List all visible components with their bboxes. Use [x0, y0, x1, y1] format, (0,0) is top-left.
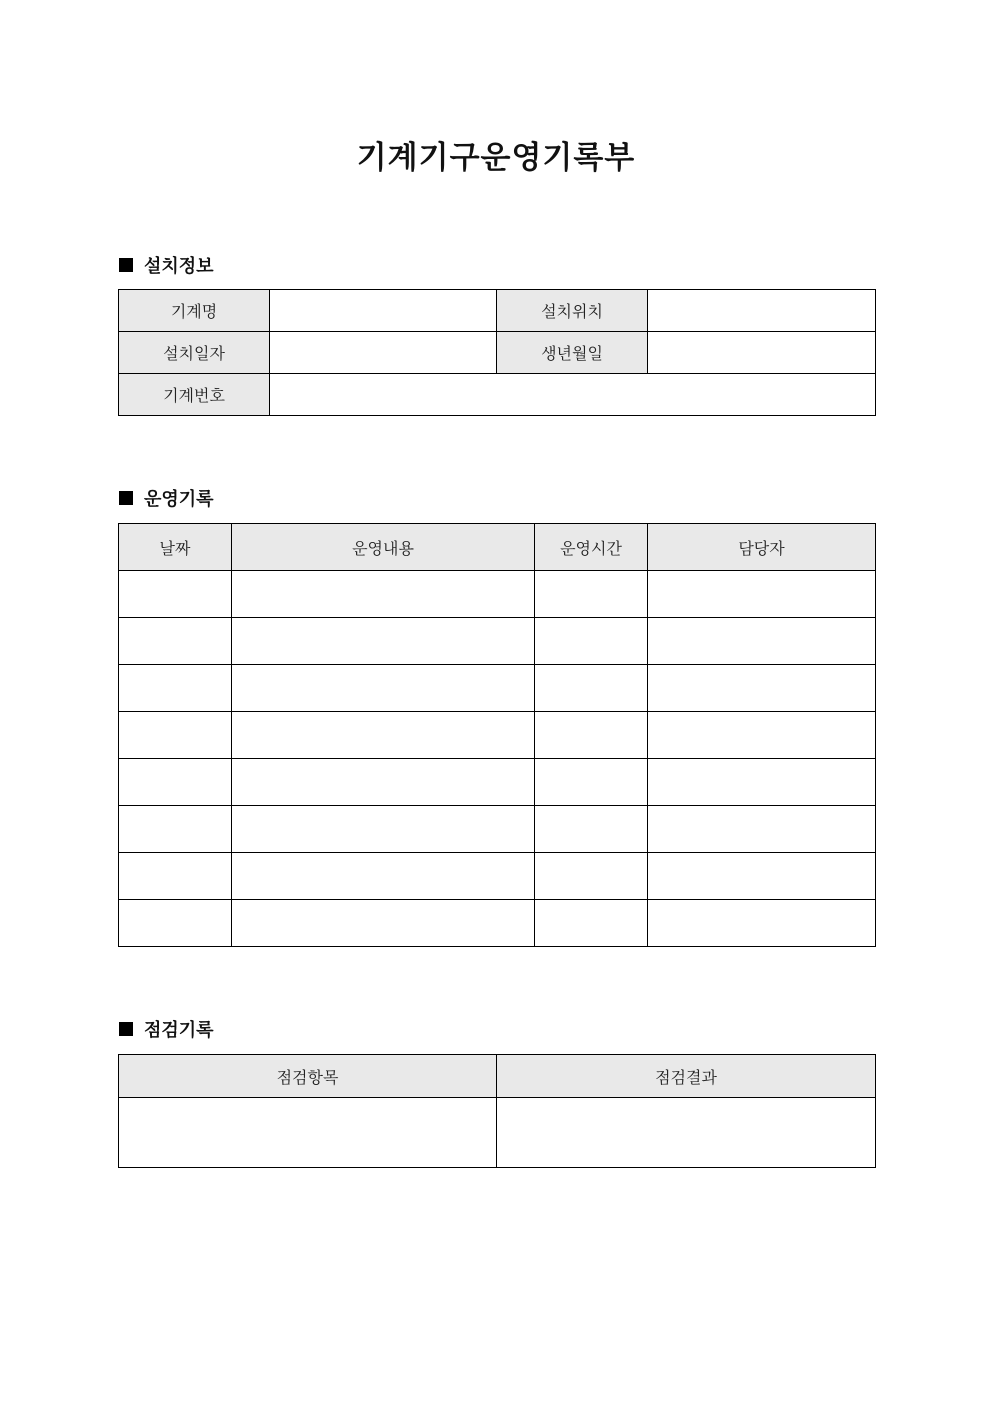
table-header-row	[119, 524, 876, 571]
time-cell[interactable]	[535, 900, 648, 947]
manager-cell[interactable]	[648, 806, 876, 853]
date-cell[interactable]	[119, 571, 232, 618]
square-bullet-icon	[119, 258, 133, 272]
page-title: 기계기구운영기록부	[356, 140, 636, 176]
date-cell[interactable]	[119, 900, 232, 947]
date-cell[interactable]	[119, 759, 232, 806]
square-bullet-icon	[119, 1022, 133, 1036]
content-cell[interactable]	[232, 759, 535, 806]
install-date-label: 설치일자	[119, 332, 270, 374]
time-cell[interactable]	[535, 618, 648, 665]
time-cell[interactable]	[535, 759, 648, 806]
square-bullet-icon	[119, 491, 133, 505]
section-heading-label: 설치정보	[144, 256, 214, 277]
content-cell[interactable]	[232, 900, 535, 947]
manager-cell[interactable]	[648, 853, 876, 900]
content-cell[interactable]	[232, 853, 535, 900]
time-cell[interactable]	[535, 571, 648, 618]
manufacture-date-field[interactable]	[648, 332, 876, 374]
table-row	[119, 1098, 876, 1168]
section-heading-label: 운영기록	[144, 489, 214, 510]
column-header-date: 날짜	[119, 524, 232, 571]
content-cell[interactable]	[232, 806, 535, 853]
section-heading-label: 점검기록	[144, 1020, 214, 1041]
content-cell[interactable]	[232, 665, 535, 712]
manager-cell[interactable]	[648, 712, 876, 759]
table-row	[119, 374, 876, 416]
inspection-result-cell[interactable]	[497, 1098, 876, 1168]
time-cell[interactable]	[535, 712, 648, 759]
column-header-inspection-result: 점검결과	[497, 1055, 876, 1098]
content-cell[interactable]	[232, 571, 535, 618]
table-row	[119, 571, 876, 618]
install-location-field[interactable]	[648, 290, 876, 332]
operation-log-table	[118, 523, 876, 947]
table-row	[119, 290, 876, 332]
section-heading-inspection-log	[119, 1017, 214, 1041]
date-cell[interactable]	[119, 806, 232, 853]
column-header-time: 운영시간	[535, 524, 648, 571]
manager-cell[interactable]	[648, 618, 876, 665]
time-cell[interactable]	[535, 665, 648, 712]
manager-cell[interactable]	[648, 759, 876, 806]
section-heading-install-info	[119, 253, 214, 277]
inspection-item-cell[interactable]	[119, 1098, 497, 1168]
date-cell[interactable]	[119, 712, 232, 759]
machine-number-label: 기계번호	[119, 374, 270, 416]
manufacture-date-label: 생년월일	[497, 332, 648, 374]
table-row	[119, 712, 876, 759]
manager-cell[interactable]	[648, 900, 876, 947]
manager-cell[interactable]	[648, 571, 876, 618]
machine-name-label: 기계명	[119, 290, 270, 332]
date-cell[interactable]	[119, 665, 232, 712]
install-info-table	[118, 289, 876, 416]
table-row	[119, 900, 876, 947]
machine-name-field[interactable]	[270, 290, 497, 332]
manager-cell[interactable]	[648, 665, 876, 712]
table-row	[119, 618, 876, 665]
install-date-field[interactable]	[270, 332, 497, 374]
section-heading-operation-log	[119, 486, 214, 510]
date-cell[interactable]	[119, 618, 232, 665]
date-cell[interactable]	[119, 853, 232, 900]
column-header-content: 운영내용	[232, 524, 535, 571]
table-row	[119, 332, 876, 374]
table-row	[119, 665, 876, 712]
table-row	[119, 806, 876, 853]
column-header-manager: 담당자	[648, 524, 876, 571]
column-header-inspection-item: 점검항목	[119, 1055, 497, 1098]
time-cell[interactable]	[535, 806, 648, 853]
table-row	[119, 853, 876, 900]
table-header-row	[119, 1055, 876, 1098]
content-cell[interactable]	[232, 618, 535, 665]
content-cell[interactable]	[232, 712, 535, 759]
inspection-log-table	[118, 1054, 876, 1168]
machine-number-field[interactable]	[270, 374, 876, 416]
install-location-label: 설치위치	[497, 290, 648, 332]
time-cell[interactable]	[535, 853, 648, 900]
table-row	[119, 759, 876, 806]
